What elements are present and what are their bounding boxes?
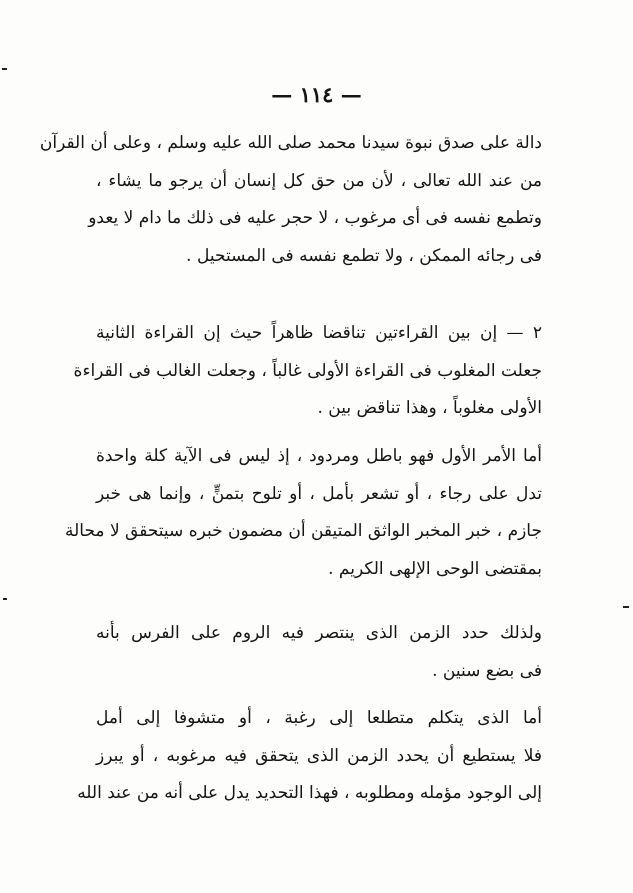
text-line: فى رجائه الممكن ، ولا تطمع نفسه فى المستحيل . <box>186 245 542 266</box>
text-line: ولذلك حدد الزمن الذى ينتصر فيه الروم على الفرس بأنه <box>96 623 542 643</box>
page-number: — ١١٤ — <box>271 82 362 107</box>
scan-mark <box>623 606 629 608</box>
paragraph <box>39 125 542 275</box>
paragraph <box>73 315 542 428</box>
scan-mark <box>3 598 7 600</box>
text-line: بمقتضى الوحى الإلهى الكريم . <box>328 558 542 579</box>
paragraph <box>96 615 542 690</box>
text-line: جعلت المغلوب فى القراءة الأولى غالباً ، وجعلت الغالب فى القراءة <box>73 360 542 381</box>
text-line: دالة على صدق نبوة سيدنا محمد صلى الله عليه وسلم ، وعلى أن القرآن <box>39 133 542 153</box>
paragraph <box>77 700 542 813</box>
text-line: أما الذى يتكلم متطلعا إلى رغبة ، أو متشوفا إلى أمل <box>96 708 542 728</box>
text-line: الأولى مغلوباً ، وهذا تناقض بين . <box>317 398 542 418</box>
text-line: وتطمع نفسه فى أى مرغوب ، لا حجر عليه فى ذلك ما دام لا يعدو <box>88 208 542 228</box>
text-line: جازم ، خبر المخبر الواثق المتيقن أن مضمون خبره سيتحقق لا محالة <box>64 521 542 541</box>
text-line: تدل على رجاء ، أو تشعر بأمل ، أو تلوح بتمنٍّ ، وإنما هى خبر <box>96 483 542 504</box>
text-line: فلا يستطيع أن يحدد الزمن الذى يتحقق فيه مرغوبه ، أو يبرز <box>96 745 542 766</box>
paragraph <box>64 438 542 588</box>
scan-mark <box>2 68 7 70</box>
text-line: ٢ — إن بين القراءتين تناقضا ظاهراً حيث إن القراءة الثانية <box>96 323 542 343</box>
text-line: فى بضع سنين . <box>432 660 542 681</box>
text-line: أما الأمر الأول فهو باطل ومردود ، إذ ليس فى الآية كلة واحدة <box>96 446 542 466</box>
text-line: إلى الوجود مؤمله ومطلوبه ، فهذا التحديد يدل على أنه من عند الله <box>77 783 542 803</box>
text-line: من عند الله تعالى ، لأن من حق كل إنسان أن يرجو ما يشاء ، <box>96 170 542 191</box>
